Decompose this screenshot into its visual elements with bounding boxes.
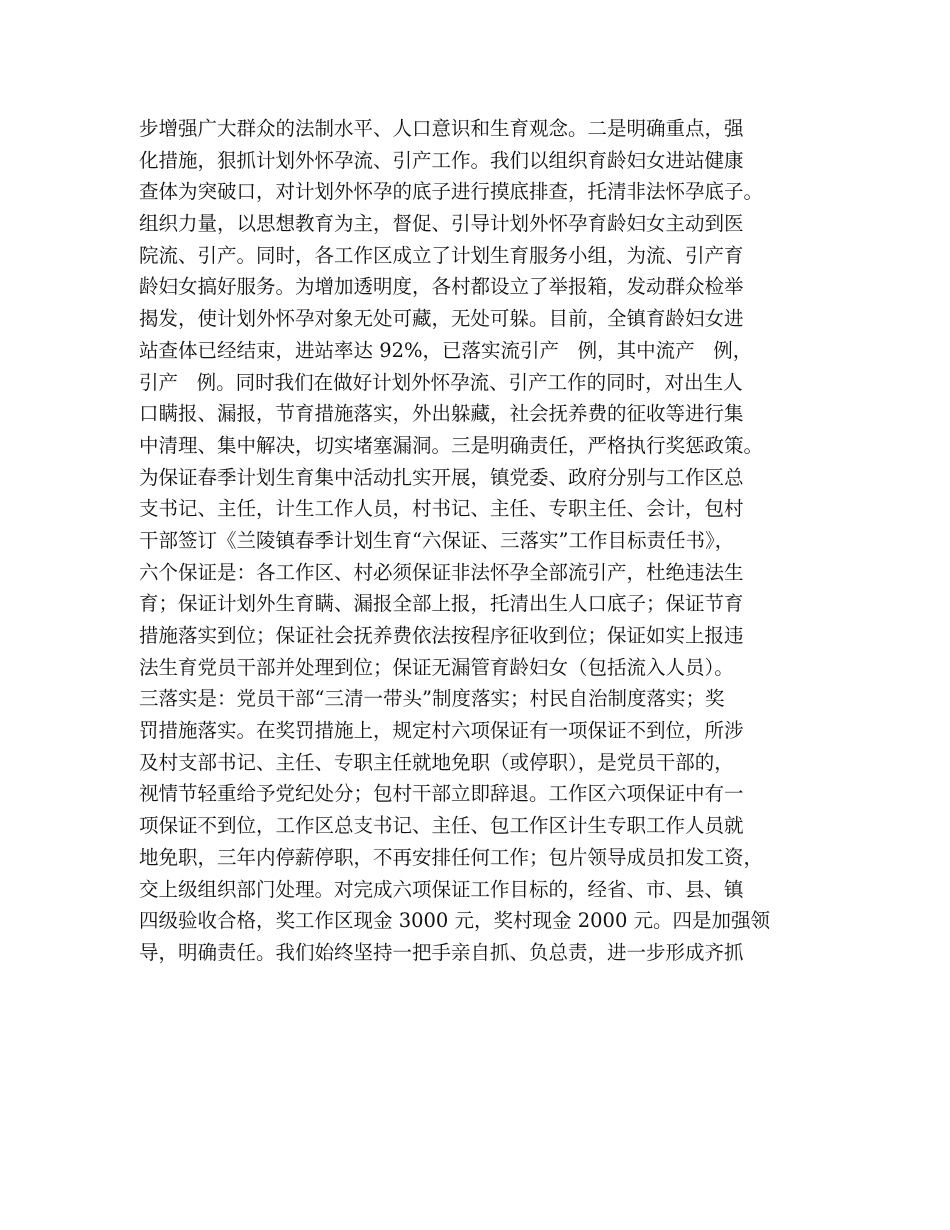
text-line: 及村支部书记、主任、专职主任就地免职（或停职），是党员干部的， xyxy=(139,750,734,774)
text-line: 口瞒报、漏报，节育措施落实，外出躲藏，社会抚养费的征收等进行集 xyxy=(139,402,744,426)
text-line: 法生育党员干部并处理到位；保证无漏管育龄妇女（包括流入人员）。 xyxy=(139,655,734,679)
text-line: 揭发，使计划外怀孕对象无处可藏，无处可躲。目前，全镇育龄妇女进 xyxy=(139,307,744,331)
text-line: 支书记、主任，计生工作人员，村书记、主任、专职主任、会计，包村 xyxy=(139,497,744,521)
text-line: 三落实是：党员干部“三清一带头”制度落实；村民自治制度落实；奖 xyxy=(139,687,725,711)
body-text xyxy=(139,113,829,969)
text-line: 六个保证是：各工作区、村必须保证非法怀孕全部流引产，杜绝违法生 xyxy=(139,560,744,584)
text-line: 步增强广大群众的法制水平、人口意识和生育观念。二是明确重点，强 xyxy=(139,117,744,140)
text-line: 项保证不到位，工作区总支书记、主任、包工作区计生专职工作人员就 xyxy=(139,814,744,838)
text-line: 地免职，三年内停薪停职，不再安排任何工作；包片领导成员扣发工资， xyxy=(139,845,764,869)
text-line: 组织力量，以思想教育为主，督促、引导计划外怀孕育龄妇女主动到医 xyxy=(139,212,744,236)
text-line: 措施落实到位；保证社会抚养费依法按程序征收到位；保证如实上报违 xyxy=(139,624,744,647)
text-line: 干部签订《兰陵镇春季计划生育“六保证、三落实”工作目标责任书》， xyxy=(139,528,735,552)
text-line: 化措施，狠抓计划外怀孕流、引产工作。我们以组织育龄妇女进站健康 xyxy=(139,148,744,172)
text-line: 导，明确责任。我们始终坚持一把手亲自抓、负总责，进一步形成齐抓 xyxy=(139,940,744,964)
text-line: 站查体已经结束，进站率达 92%，已落实流引产 例，其中流产 例， xyxy=(139,338,753,362)
text-line: 中清理、集中解决，切实堵塞漏洞。三是明确责任，严格执行奖惩政策。 xyxy=(139,433,764,457)
text-line: 为保证春季计划生育集中活动扎实开展，镇党委、政府分别与工作区总 xyxy=(139,465,744,489)
text-line: 引产 例。同时我们在做好计划外怀孕流、引产工作的同时，对出生人 xyxy=(139,370,743,394)
text-line: 查体为突破口，对计划外怀孕的底子进行摸底排查，托清非法怀孕底子。 xyxy=(139,180,764,204)
text-line: 四级验收合格，奖工作区现金 3000 元，奖村现金 2000 元。四是加强领 xyxy=(139,909,771,933)
text-line: 罚措施落实。在奖罚措施上，规定村六项保证有一项保证不到位，所涉 xyxy=(139,719,744,743)
text-line: 院流、引产。同时，各工作区成立了计划生育服务小组，为流、引产育 xyxy=(139,243,744,267)
text-line: 龄妇女搞好服务。为增加透明度，各村都设立了举报箱，发动群众检举 xyxy=(139,275,744,299)
text-line: 视情节轻重给予党纪处分；包村干部立即辞退。工作区六项保证中有一 xyxy=(139,782,744,806)
text-line: 交上级组织部门处理。对完成六项保证工作目标的，经省、市、县、镇 xyxy=(139,877,744,901)
text-line: 育；保证计划外生育瞒、漏报全部上报，托清出生人口底子；保证节育 xyxy=(139,592,744,616)
